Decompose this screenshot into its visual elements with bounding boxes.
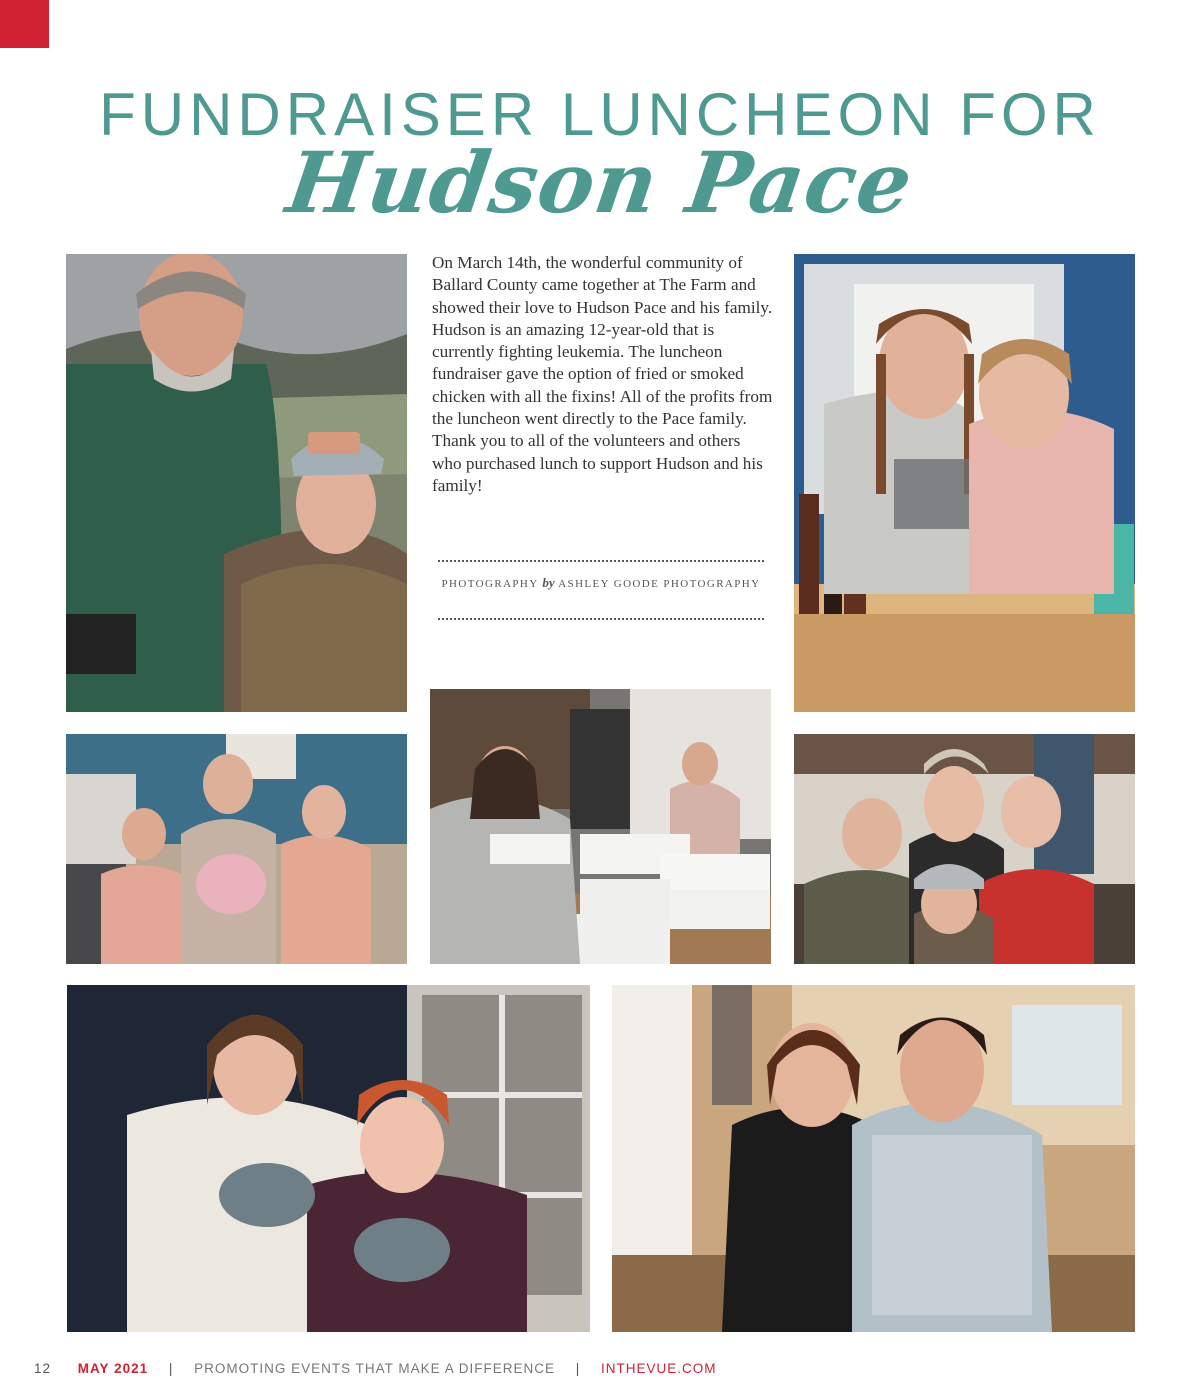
headline-script-name: Hudson Pace — [281, 133, 919, 232]
website-link[interactable]: INTHEVUE.COM — [601, 1361, 717, 1376]
credit-by: by — [542, 575, 555, 590]
photo-two-women-counter — [794, 254, 1135, 712]
issue-date: MAY 2021 — [77, 1361, 149, 1376]
photo-girls-with-hats — [67, 985, 590, 1332]
divider-top — [438, 560, 764, 562]
credit-name: ASHLEY GOODE PHOTOGRAPHY — [558, 578, 761, 590]
photo-two-women-restaurant — [612, 985, 1135, 1332]
page-number: 12 — [34, 1361, 52, 1376]
photo-volunteers-boxes — [430, 689, 771, 964]
footer-tagline: PROMOTING EVENTS THAT MAKE A DIFFERENCE — [194, 1361, 555, 1376]
photo-man-and-boy — [66, 254, 407, 712]
credit-prefix: PHOTOGRAPHY — [441, 578, 539, 590]
photo-girls-with-cake — [66, 734, 407, 964]
corner-accent — [0, 0, 49, 48]
divider-bottom — [438, 618, 764, 620]
article-body: On March 14th, the wonderful community of Ballard County came together at The Farm and showed their love to Hudson Pace and his family. Hudson is an amazing 12-year-old that is currently fighting leukemia. The luncheon fundraiser gave the option of fried or smoked chicken with all the fixins! All of the profits from the luncheon went directly to the Pace family. Thank you to all of the volunteers and others who purchased lunch to support Hudson and his family! — [432, 253, 773, 495]
photo-woman-with-boys — [794, 734, 1135, 964]
photo-credit — [438, 576, 764, 591]
headline: FUNDRAISER LUNCHEON FOR — [99, 81, 1101, 148]
page-footer — [34, 1361, 717, 1376]
footer-separator: | — [168, 1361, 174, 1376]
footer-separator-2: | — [575, 1361, 581, 1376]
